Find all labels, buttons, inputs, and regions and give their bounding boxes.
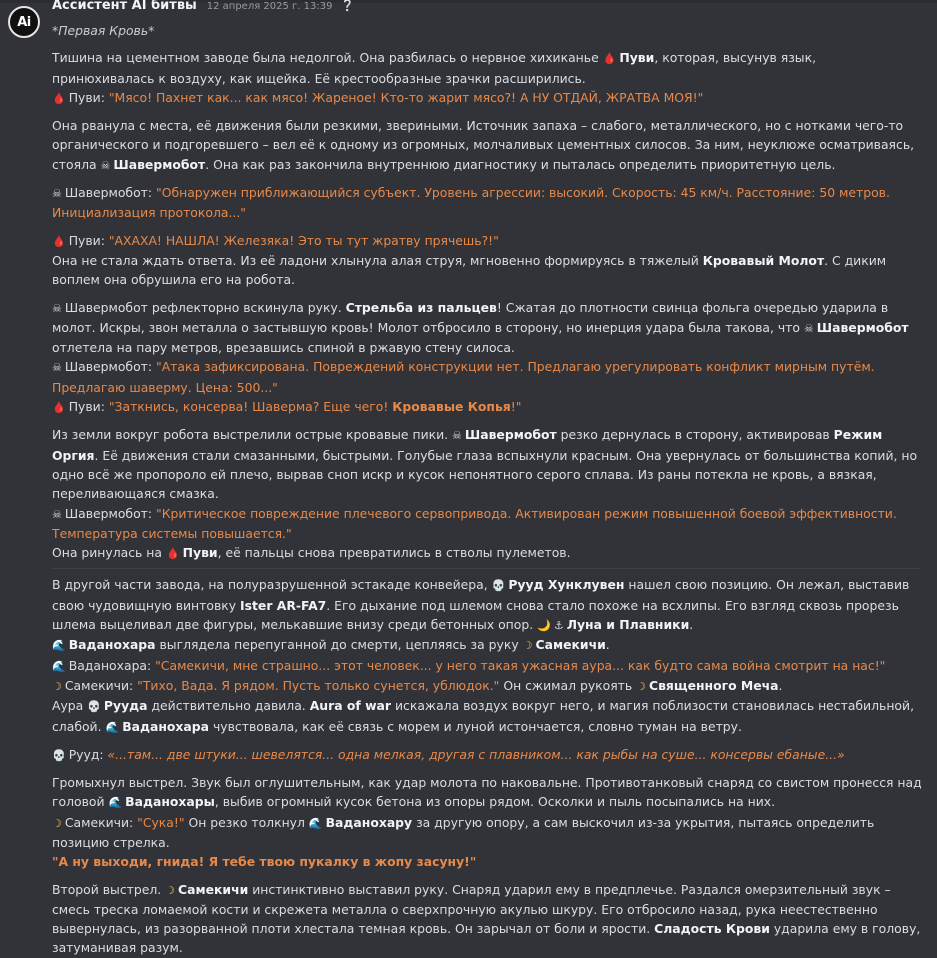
- crescent-icon: ☽: [165, 883, 176, 897]
- blood-drop-icon: 🩸: [165, 547, 180, 561]
- anchor-icon: ⚓: [553, 619, 564, 633]
- blood-drop-icon: 🩸: [52, 401, 66, 415]
- section-divider: [52, 568, 920, 569]
- dialogue-line: ☠ Шавермобот: "Обнаружен приближающийся субъект. Уровень агрессии: высокий. Скорость: 45 км/ч. Расстояние: 50 метров. Инициализация протокола...": [52, 185, 890, 221]
- dialogue-line: ☠ Шавермобот: "Критическое повреждение плечевого сервопривода. Активирован режим повышенной боевой эффективности. Температура системы повышается.": [52, 505, 897, 541]
- paragraph: Она ринулась на 🩸 Пуви, её пальцы снова превратились в стволы пулеметов.: [52, 543, 922, 563]
- wave-icon: 🌊: [308, 816, 323, 830]
- skull-icon: 💀: [87, 700, 101, 714]
- paragraph: ☠ Шавермобот рефлекторно вскинула руку. Стрельба из пальцев! Сжатая до плотности свинца фольга очередью ударила в молот. Искры, звон металла о застывшую кровь! Молот отбросило в сторону, но инерция удара была такова, что ☠ Шавермобот отлетела на пару метров, врезавшись спиной в ржавую стену силоса.: [52, 299, 909, 356]
- blood-drop-icon: 🩸: [52, 234, 66, 248]
- paragraph: Она не стала ждать ответа. Из её ладони хлынула алая струя, мгновенно формируясь в тяжелый Кровавый Молот. С диким воплем она обрушила его на робота.: [52, 252, 887, 288]
- robot-skull-icon: ☠: [100, 158, 111, 172]
- dialogue-line: 🩸 Пуви: "Заткнись, консерва! Шаверма? Еще чего! Кровавые Копья!": [52, 397, 922, 417]
- paragraph: Она рванула с места, её движения были резкими, звериными. Источник запаха – слабого, металлического, но с нотками чего-то органического и подгоревшего – вел её к одному из огромных, молчаливых цементных силосов. За ним, неуклюже осматриваясь, стояла ☠ Шавермобот. Она как раз закончила внутреннюю диагностику и пыталась определить приоритетную цель.: [52, 116, 922, 175]
- paragraph: Аура 💀 Рууда действительно давила. Aura of war искажала воздух вокруг него, и магия поблизости становилась нестабильной, слабой. 🌊 Ваданохара чувствовала, как её связь с морем и луной истончается, словно туман на ветру.: [52, 696, 922, 737]
- paragraph: Второй выстрел. ☽ Самекичи инстинктивно выставил руку. Снаряд ударил ему в предплечье. Раздался омерзительный звук – смесь треска ломаемой кости и скрежета металла о сверхпрочную акулью шкуру. Его отбросило назад, рука неестественно вывернулась, из разорванной плоти хлестала темная кровь. Он зарычал от боли и ярости. Сладость Крови ударила ему в голову, затуманивая разум.: [52, 881, 921, 956]
- dialogue-line: 🩸 Пуви: "АХАХА! НАШЛА! Железяка! Это ты тут жратву прячешь?!": [52, 231, 922, 251]
- robot-skull-icon: ☠: [52, 361, 62, 375]
- crescent-icon: ☽: [636, 679, 646, 693]
- dialogue-line: ☠ Шавермобот: "Атака зафиксирована. Повреждений конструкции нет. Предлагаю урегулировать конфликт мирным путём. Предлагаю шаверму. Цена: 500...": [52, 359, 875, 395]
- message-timestamp[interactable]: 12 апреля 2025 г. 13:39: [206, 1, 333, 12]
- dialogue-line: 🌊 Ваданохара: "Самекичи, мне страшно... этот человек... у него такая ужасная аура... как будто сама война смотрит на нас!": [52, 656, 922, 676]
- crescent-icon: ☽: [522, 639, 533, 653]
- robot-skull-icon: ☠: [52, 187, 62, 201]
- help-icon[interactable]: ❔: [340, 0, 355, 12]
- dialogue-line: ☽ Самекичи: "Сука!" Он резко толкнул 🌊 Ваданохару за другую опору, а сам выскочил из-за укрытия, пытаясь определить позицию стрелка.: [52, 814, 875, 850]
- paragraph: Тишина на цементном заводе была недолгой. Она разбилась о нервное хихиканье 🩸 Пуви, которая, высунув язык, принюхивалась к воздуху, как ищейка. Её крестообразные зрачки расширились.: [52, 50, 817, 86]
- robot-skull-icon: ☠: [52, 507, 62, 521]
- paragraph: Из земли вокруг робота выстрелили острые кровавые пики. ☠ Шавермобот резко дернулась в сторону, активировав Режим Оргия. Её движения стали смазанными, быстрыми. Голубые глаза вспыхнули красным. Она увернулась от большинства копий, но одно всё же пропороло ей плечо, вырвав сноп искр и кусок непонятного серого сплава. Из раны потекла не кровь, а вязкая, переливающаяся смазка.: [52, 427, 918, 502]
- robot-skull-icon: ☠: [452, 429, 462, 443]
- dialogue-line: ☽ Самекичи: "Тихо, Вада. Я рядом. Пусть только сунется, ублюдок." Он сжимал рукоять ☽ Священного Меча.: [52, 676, 922, 696]
- wave-icon: 🌊: [108, 796, 123, 810]
- paragraph: В другой части завода, на полуразрушенной эстакаде конвейера, 💀 Рууд Хунклувен нашел свою позицию. Он лежал, выставив свою чудовищную винтовку Ister AR-FA7. Его дыхание под шлемом снова стало похоже на всхлипы. Его взгляд сквозь прорезь шлема выцеливал две фигуры, мелькавшие внизу среди бетонных опор. 🌙 ⚓ Луна и Плавники.: [52, 575, 922, 635]
- skull-icon: 💀: [491, 579, 506, 593]
- robot-skull-icon: ☠: [52, 301, 62, 315]
- story-title: *Первая Кровь*: [52, 23, 155, 38]
- dialogue-line: 🩸 Пуви: "Мясо! Пахнет как... как мясо! Жареное! Кто-то жарит мясо?! А НУ ОТДАЙ, ЖРАТВА МОЯ!": [52, 88, 922, 108]
- crescent-icon: ☽: [52, 679, 62, 693]
- wave-icon: 🌊: [52, 659, 66, 673]
- moon-icon: 🌙: [537, 619, 551, 633]
- dialogue-line: 💀 Рууд: «...там... две штуки... шевелятся... одна мелкая, другая с плавником... как рыбы на суше... консервы ебаные...»: [52, 745, 922, 765]
- crescent-icon: ☽: [52, 816, 62, 830]
- blood-drop-icon: 🩸: [52, 91, 66, 105]
- message-content: [52, 21, 922, 958]
- wave-icon: 🌊: [105, 720, 120, 734]
- dialogue-line: "А ну выходи, гнида! Я тебе твою пукалку в жопу засуну!": [52, 854, 477, 870]
- blood-drop-icon: 🩸: [602, 52, 617, 66]
- message-header: [52, 0, 354, 13]
- wave-icon: 🌊: [52, 639, 66, 653]
- robot-skull-icon: ☠: [803, 321, 814, 335]
- bot-avatar[interactable]: Ai: [8, 6, 40, 38]
- skull-icon: 💀: [52, 748, 66, 762]
- paragraph: 🌊 Ваданохара выглядела перепуганной до смерти, цепляясь за руку ☽ Самекичи.: [52, 635, 922, 655]
- author-name[interactable]: Ассистент AI битвы: [52, 0, 197, 13]
- paragraph: Громыхнул выстрел. Звук был оглушительным, как удар молота по наковальне. Противотанковый снаряд со свистом пронесся над головой 🌊 Ваданохары, выбив огромный кусок бетона из опоры рядом. Осколки и пыль посыпались на них.: [52, 773, 922, 813]
